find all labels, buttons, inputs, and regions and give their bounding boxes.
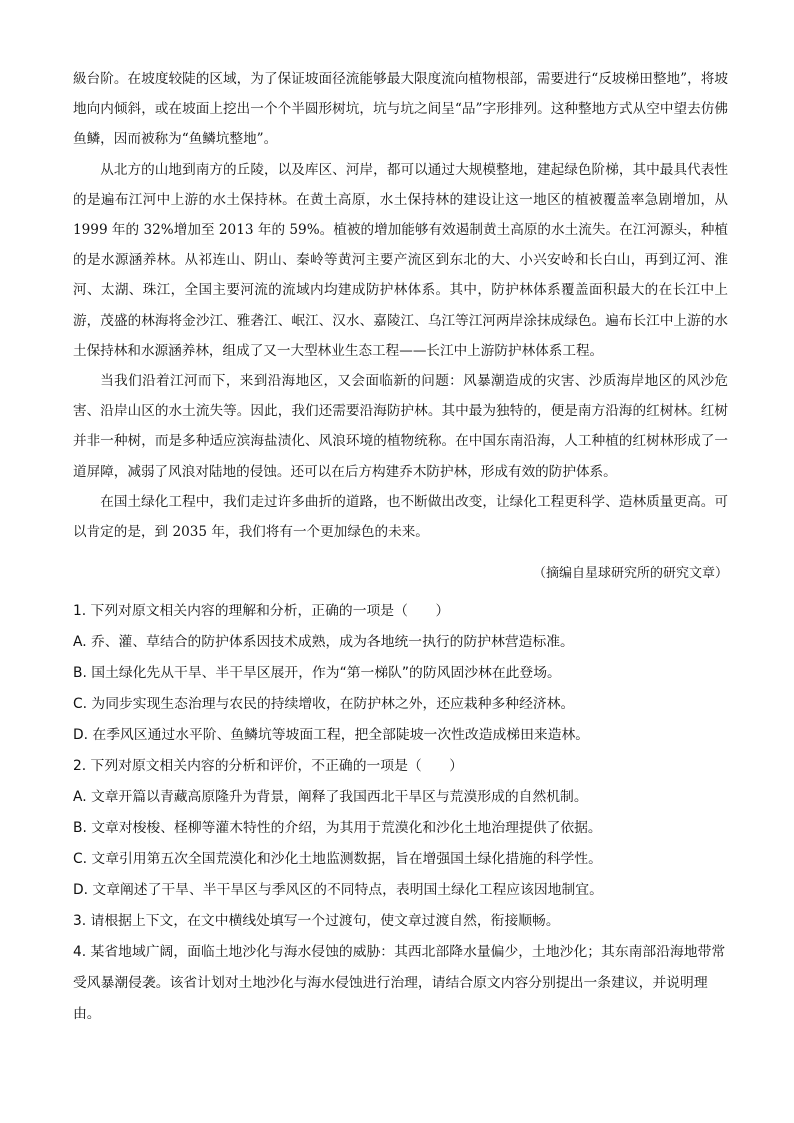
question-2-option-b: B. 文章对梭梭、柽柳等灌木特性的介绍，为其用于荒漠化和沙化土地治理提供了依据。 bbox=[73, 820, 602, 836]
question-1-option-c: C. 为同步实现生态治理与农民的持续增收，在防护林之外，还应栽种多种经济林。 bbox=[73, 696, 575, 712]
passage-paragraph-1: 級台阶。在坡度较陡的区域，为了保证坡面径流能够最大限度流向植物根部，需要进行“反坡梯田整地”，将坡地向内倾斜，或在坡面上挖出一个个半圆形树坑，坑与坑之间呈“品”字形排列。这种整地方式从空中望去仿佛鱼鳞，因而被称为“鱼鳞坑整地”。 bbox=[73, 71, 728, 148]
question-1-option-d: D. 在季风区通过水平阶、鱼鳞坑等坡面工程，把全部陡坡一次性改造成梯田来造林。 bbox=[73, 727, 590, 743]
question-section bbox=[73, 596, 733, 1030]
passage-paragraph-3: 当我们沿着江河而下，来到沿海地区，又会面临新的问题：风暴潮造成的灾害、沙质海岸地区的风沙危害、沿岸山区的水土流失等。因此，我们还需要沿海防护林。其中最为独特的，便是南方沿海的红树林。红树并非一种树，而是多种适应滨海盐渍化、风浪环境的植物统称。在中国东南沿海，人工种植的红树林形成了一道屏障，减弱了风浪对陆地的侵蚀。还可以在后方构建乔木防护林，形成有效的防护体系。 bbox=[73, 373, 728, 480]
question-2-option-c: C. 文章引用第五次全国荒漠化和沙化土地监测数据，旨在增强国土绿化措施的科学性。 bbox=[73, 851, 602, 867]
reading-passage bbox=[73, 64, 728, 547]
question-2-option-d: D. 文章阐述了干旱、半干旱区与季风区的不同特点，表明国土绿化工程应该因地制宜。 bbox=[73, 882, 603, 898]
question-2-stem: 2. 下列对原文相关内容的分析和评价，不正确的一项是（ ） bbox=[73, 758, 464, 774]
passage-paragraph-4: 在国土绿化工程中，我们走过许多曲折的道路，也不断做出改变，让绿化工程更科学、造林质量更高。可以肯定的是，到 2035 年，我们将有一个更加绿色的未来。 bbox=[73, 493, 728, 541]
passage-paragraph-2: 从北方的山地到南方的丘陵，以及库区、河岸，都可以通过大规模整地，建起绿色阶梯，其中最具代表性的是遍布江河中上游的水土保持林。在黄土高原，水土保持林的建设让这一地区的植被覆盖率急剧增加，从 1999 年的 32%增加至 2013 年的 59%。植被的增加能够有效遏制黄土高原的水土流失。在江河源头，种植的是水源涵养林。从祁连山、阴山、秦岭等黄河主要产流区到东北的大、小兴安岭和长白山，再到辽河、淮河、太湖、珠江，全国主要河流的流域内均建成防护林体系。其中，防护林体系覆盖面积最大的在长江中上游，茂盛的林海将金沙江、雅砻江、岷江、汉水、嘉陵江、乌江等江河两岸涂抹成绿色。遍布长江中上游的水土保持林和水源涵养林，组成了又一大型林业生态工程——长江中上游防护林体系工程。 bbox=[73, 161, 728, 359]
source-citation: （摘编自星球研究所的研究文章） bbox=[532, 566, 728, 581]
question-4: 4. 某省地域广阔，面临土地沙化与海水侵蚀的威胁：其西北部降水量偏少，土地沙化；其东南部沿海地带常受风暴潮侵袭。该省计划对土地沙化与海水侵蚀进行治理，请结合原文内容分别提出一条建议，并说明理由。 bbox=[73, 944, 726, 1022]
question-1-stem: 1. 下列对原文相关内容的理解和分析，正确的一项是（ ） bbox=[73, 603, 450, 619]
question-3: 3. 请根据上下文，在文中横线处填写一个过渡句，使文章过渡自然，衔接顺畅。 bbox=[73, 913, 560, 929]
question-2-option-a: A. 文章开篇以青藏高原隆升为背景，阐释了我国西北干旱区与荒漠形成的自然机制。 bbox=[73, 789, 588, 805]
question-1-option-a: A. 乔、灌、草结合的防护体系因技术成熟，成为各地统一执行的防护林营造标准。 bbox=[73, 634, 574, 650]
question-1-option-b: B. 国土绿化先从干旱、半干旱区展开，作为“第一梯队”的防风固沙林在此登场。 bbox=[73, 665, 561, 681]
